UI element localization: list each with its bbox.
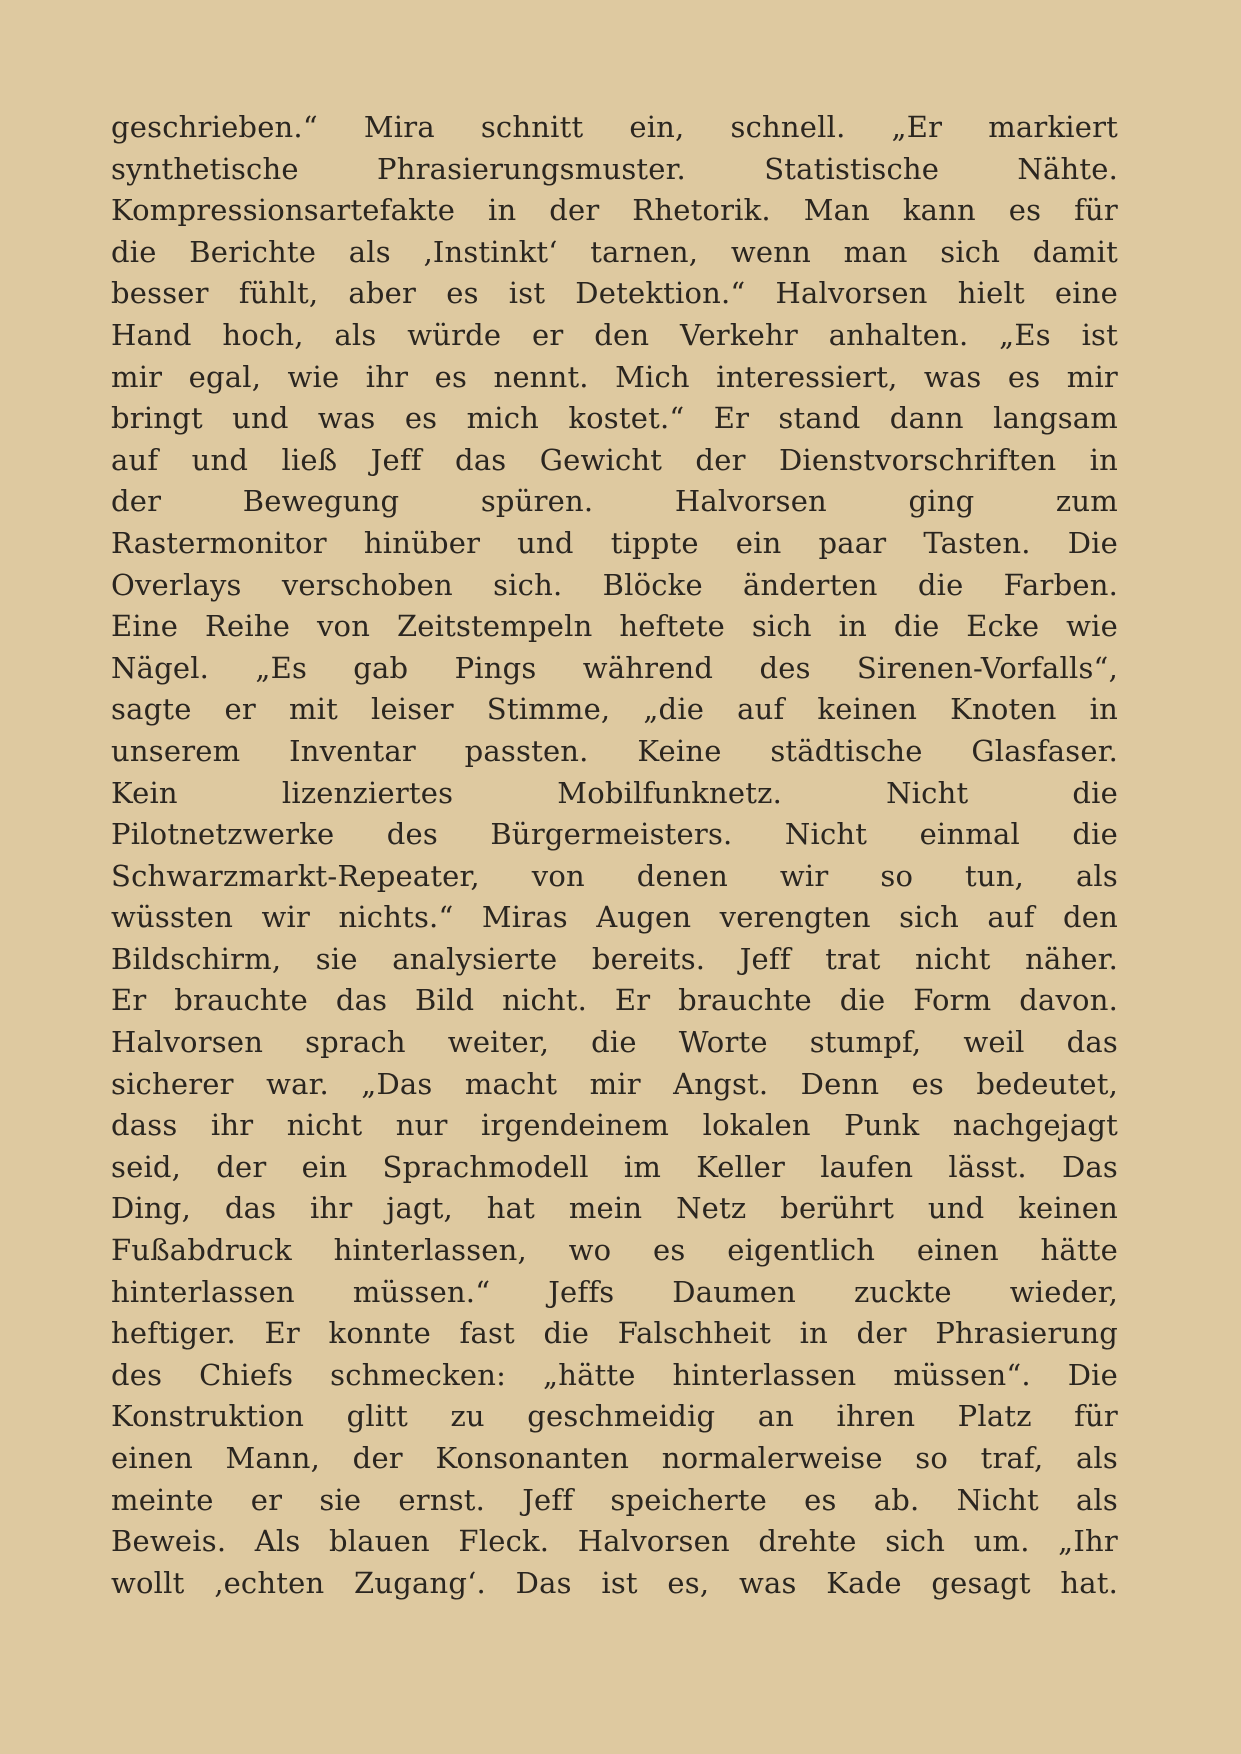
text-line: Schwarzmarkt-Repeater, von denen wir so tun, als bbox=[111, 858, 1118, 893]
text-line: seid, der ein Sprachmodell im Keller laufen lässt. Das bbox=[111, 1149, 1118, 1184]
text-line: unserem Inventar passten. Keine städtische Glasfaser. bbox=[111, 733, 1118, 768]
text-line: Pilotnetzwerke des Bürgermeisters. Nicht einmal die bbox=[111, 817, 1118, 852]
text-line: heftiger. Er konnte fast die Falschheit in der Phrasierung bbox=[111, 1316, 1118, 1351]
text-line: Rastermonitor hinüber und tippte ein paar Tasten. Die bbox=[111, 525, 1118, 560]
text-line: Fußabdruck hinterlassen, wo es eigentlich einen hätte bbox=[111, 1233, 1118, 1268]
text-line: einen Mann, der Konsonanten normalerweise so traf, als bbox=[111, 1441, 1118, 1475]
text-line: dass ihr nicht nur irgendeinem lokalen Punk nachgejagt bbox=[111, 1108, 1118, 1143]
text-line: synthetische Phrasierungsmuster. Statistische Nähte. bbox=[111, 151, 1118, 186]
text-line: Er brauchte das Bild nicht. Er brauchte die Form davon. bbox=[111, 983, 1118, 1018]
text-line: der Bewegung spüren. Halvorsen ging zum bbox=[111, 484, 1118, 519]
text-line: Kein lizenziertes Mobilfunknetz. Nicht die bbox=[111, 775, 1118, 810]
text-line: Hand hoch, als würde er den Verkehr anhalten. „Es ist bbox=[111, 317, 1118, 352]
text-line: auf und ließ Jeff das Gewicht der Dienstvorschriften in bbox=[111, 442, 1118, 477]
text-line: Konstruktion glitt zu geschmeidig an ihren Platz für bbox=[111, 1399, 1118, 1434]
page-text bbox=[111, 107, 1118, 1604]
text-line: Beweis. Als blauen Fleck. Halvorsen drehte sich um. „Ihr bbox=[111, 1524, 1118, 1559]
text-line: wollt ‚echten Zugang‘. Das ist es, was Kade gesagt hat. bbox=[111, 1565, 1118, 1600]
text-line: die Berichte als ‚Instinkt‘ tarnen, wenn man sich damit bbox=[111, 234, 1118, 269]
text-line: sagte er mit leiser Stimme, „die auf keinen Knoten in bbox=[111, 692, 1118, 727]
text-line: bringt und was es mich kostet.“ Er stand dann langsam bbox=[111, 401, 1118, 436]
text-line: Eine Reihe von Zeitstempeln heftete sich in die Ecke wie bbox=[111, 609, 1118, 644]
text-line: mir egal, wie ihr es nennt. Mich interessiert, was es mir bbox=[111, 359, 1118, 394]
text-line: Kompressionsartefakte in der Rhetorik. Man kann es für bbox=[111, 193, 1118, 228]
text-line: geschrieben.“ Mira schnitt ein, schnell. „Er markiert bbox=[111, 110, 1118, 144]
text-line: Halvorsen sprach weiter, die Worte stumpf, weil das bbox=[111, 1025, 1118, 1060]
text-line: meinte er sie ernst. Jeff speicherte es ab. Nicht als bbox=[111, 1482, 1118, 1517]
text-line: Ding, das ihr jagt, hat mein Netz berührt und keinen bbox=[111, 1191, 1118, 1226]
text-line: wüssten wir nichts.“ Miras Augen verengten sich auf den bbox=[111, 900, 1118, 935]
text-line: Overlays verschoben sich. Blöcke änderten die Farben. bbox=[111, 567, 1118, 602]
text-line: des Chiefs schmecken: „hätte hinterlassen müssen“. Die bbox=[111, 1357, 1118, 1392]
text-line: Bildschirm, sie analysierte bereits. Jeff trat nicht näher. bbox=[111, 941, 1118, 976]
text-line: hinterlassen müssen.“ Jeffs Daumen zuckte wieder, bbox=[111, 1274, 1118, 1309]
text-line: besser fühlt, aber es ist Detektion.“ Halvorsen hielt eine bbox=[111, 276, 1118, 311]
text-line: Nägel. „Es gab Pings während des Sirenen-Vorfalls“, bbox=[111, 650, 1118, 685]
text-line: sicherer war. „Das macht mir Angst. Denn es bedeutet, bbox=[111, 1066, 1118, 1101]
